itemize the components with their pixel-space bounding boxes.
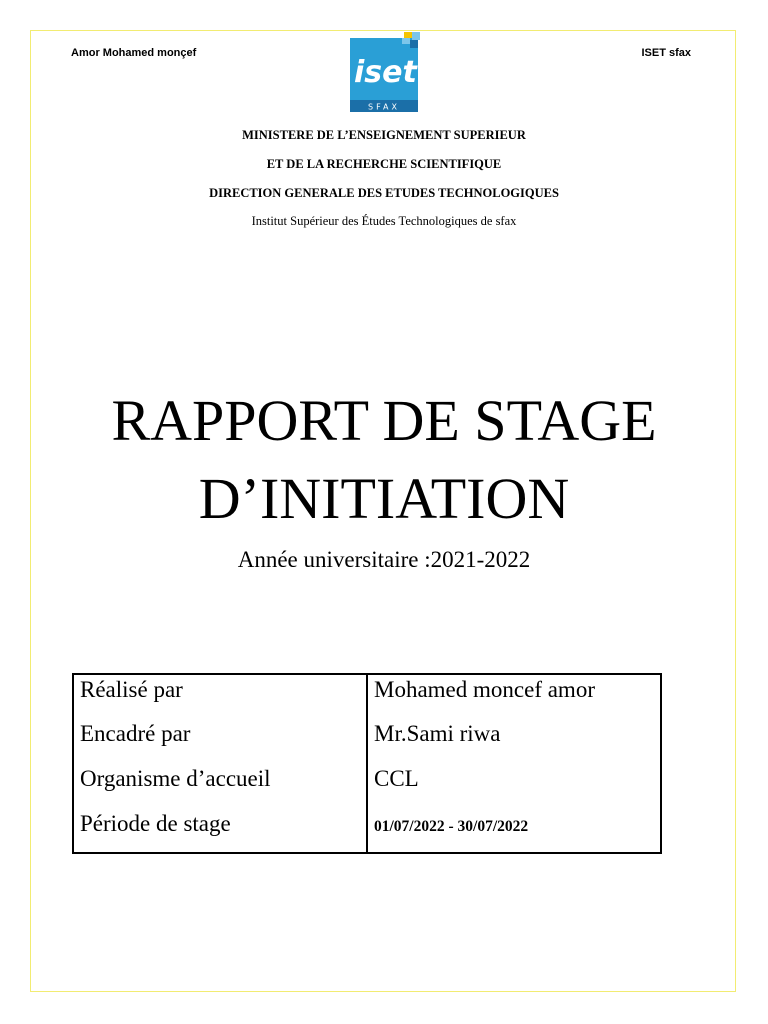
logo-text-main: iset	[354, 55, 417, 90]
header-author: Amor Mohamed monçef	[71, 47, 197, 59]
logo-pixel-block	[404, 32, 412, 38]
row-value: Mr.Sami riwa	[374, 721, 501, 746]
logo-pixel-block	[410, 40, 418, 48]
row-value: CCL	[374, 766, 419, 791]
row-label: Période de stage	[73, 809, 367, 853]
logo-pixel-block	[412, 32, 420, 40]
ministry-line-2: ET DE LA RECHERCHE SCIENTIFIQUE	[266, 157, 502, 171]
row-label: Encadré par	[73, 719, 367, 764]
table-row	[73, 764, 661, 809]
table-row	[73, 809, 661, 853]
table-row	[73, 674, 661, 719]
row-label: Réalisé par	[73, 674, 367, 719]
row-value: Mohamed moncef amor	[374, 677, 595, 702]
info-table	[72, 673, 662, 854]
academic-year: Année universitaire :2021-2022	[237, 547, 531, 572]
row-value: 01/07/2022 - 30/07/2022	[374, 818, 529, 835]
report-title-line-1: RAPPORT DE STAGE	[111, 388, 657, 453]
ministry-line-1: MINISTERE DE L’ENSEIGNEMENT SUPERIEUR	[242, 128, 526, 142]
header-institution: ISET sfax	[641, 47, 691, 59]
ministry-line-3: DIRECTION GENERALE DES ETUDES TECHNOLOGIQUES	[209, 186, 559, 200]
report-title-line-2: D’INITIATION	[198, 466, 570, 531]
row-label: Organisme d’accueil	[73, 764, 367, 809]
row-value-cell	[367, 809, 661, 853]
logo-pixel-block	[402, 38, 410, 44]
report-title	[0, 382, 768, 538]
institute-name: Institut Supérieur des Études Technologiques de sfax	[251, 214, 517, 228]
iset-logo	[348, 32, 420, 112]
logo-text-sub: SFAX	[368, 102, 400, 112]
table-row	[73, 719, 661, 764]
